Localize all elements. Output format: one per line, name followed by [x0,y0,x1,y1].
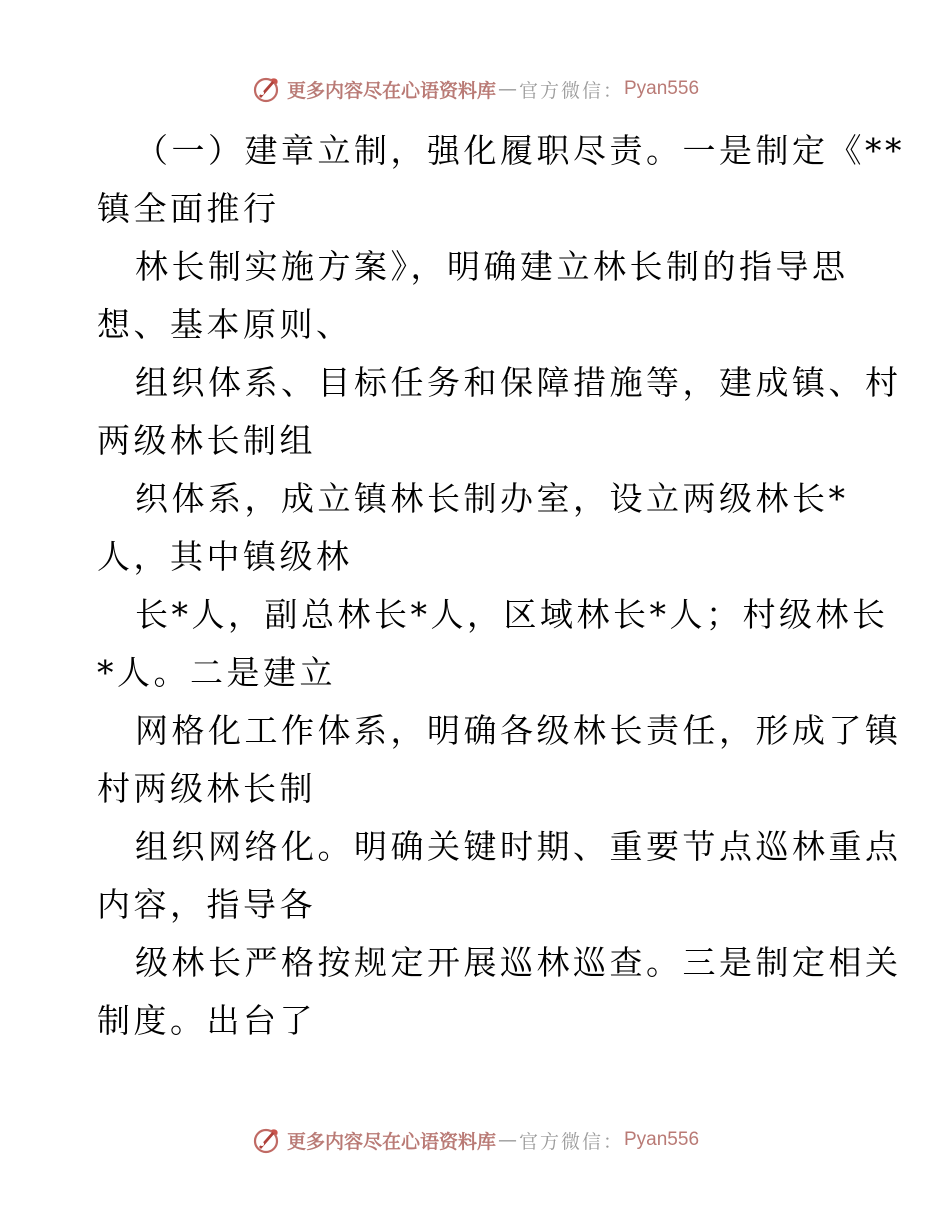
quill-logo-icon [251,1125,281,1155]
watermark-sub-text: 官方微信： [518,1130,624,1153]
text-line: 织体系，成立镇林长制办室，设立两级林长* [135,479,849,518]
footer-watermark [0,1123,950,1157]
text-line: 级林长严格按规定开展巡林巡查。三是制定相关 [135,943,902,982]
watermark-main-text: 更多内容尽在心语资料库 [286,79,496,102]
header-watermark [0,72,950,106]
text-line: 网格化工作体系，明确各级林长责任，形成了镇 [135,711,902,750]
watermark-separator: — [497,78,517,100]
watermark-main-text: 更多内容尽在心语资料库 [286,1130,496,1153]
watermark-separator: — [497,1129,517,1151]
watermark-wechat-id: Pyan556 [624,78,700,99]
text-line: 组织体系、目标任务和保障措施等，建成镇、村 [135,363,902,402]
watermark-wechat-id: Pyan556 [624,1129,700,1150]
text-line: 两级林长制组 [97,421,316,460]
text-line: （一）建章立制，强化履职尽责。一是制定《** [135,131,905,170]
text-line: 人，其中镇级林 [97,537,353,576]
text-line: 组织网络化。明确关键时期、重要节点巡林重点 [135,827,902,866]
text-line: 制度。出台了 [97,1001,316,1040]
text-line: 想、基本原则、 [97,305,353,344]
watermark-sub-text: 官方微信： [518,79,624,102]
text-line: 长*人，副总林长*人，区域林长*人；村级林长 [135,595,889,634]
text-line: 内容，指导各 [97,885,316,924]
document-body [97,122,905,1050]
text-line: 镇全面推行 [97,189,280,228]
text-line: 林长制实施方案》，明确建立林长制的指导思 [135,247,849,286]
text-line: 村两级林长制 [97,769,316,808]
quill-logo-icon [251,74,281,104]
text-line: *人。二是建立 [97,653,336,692]
